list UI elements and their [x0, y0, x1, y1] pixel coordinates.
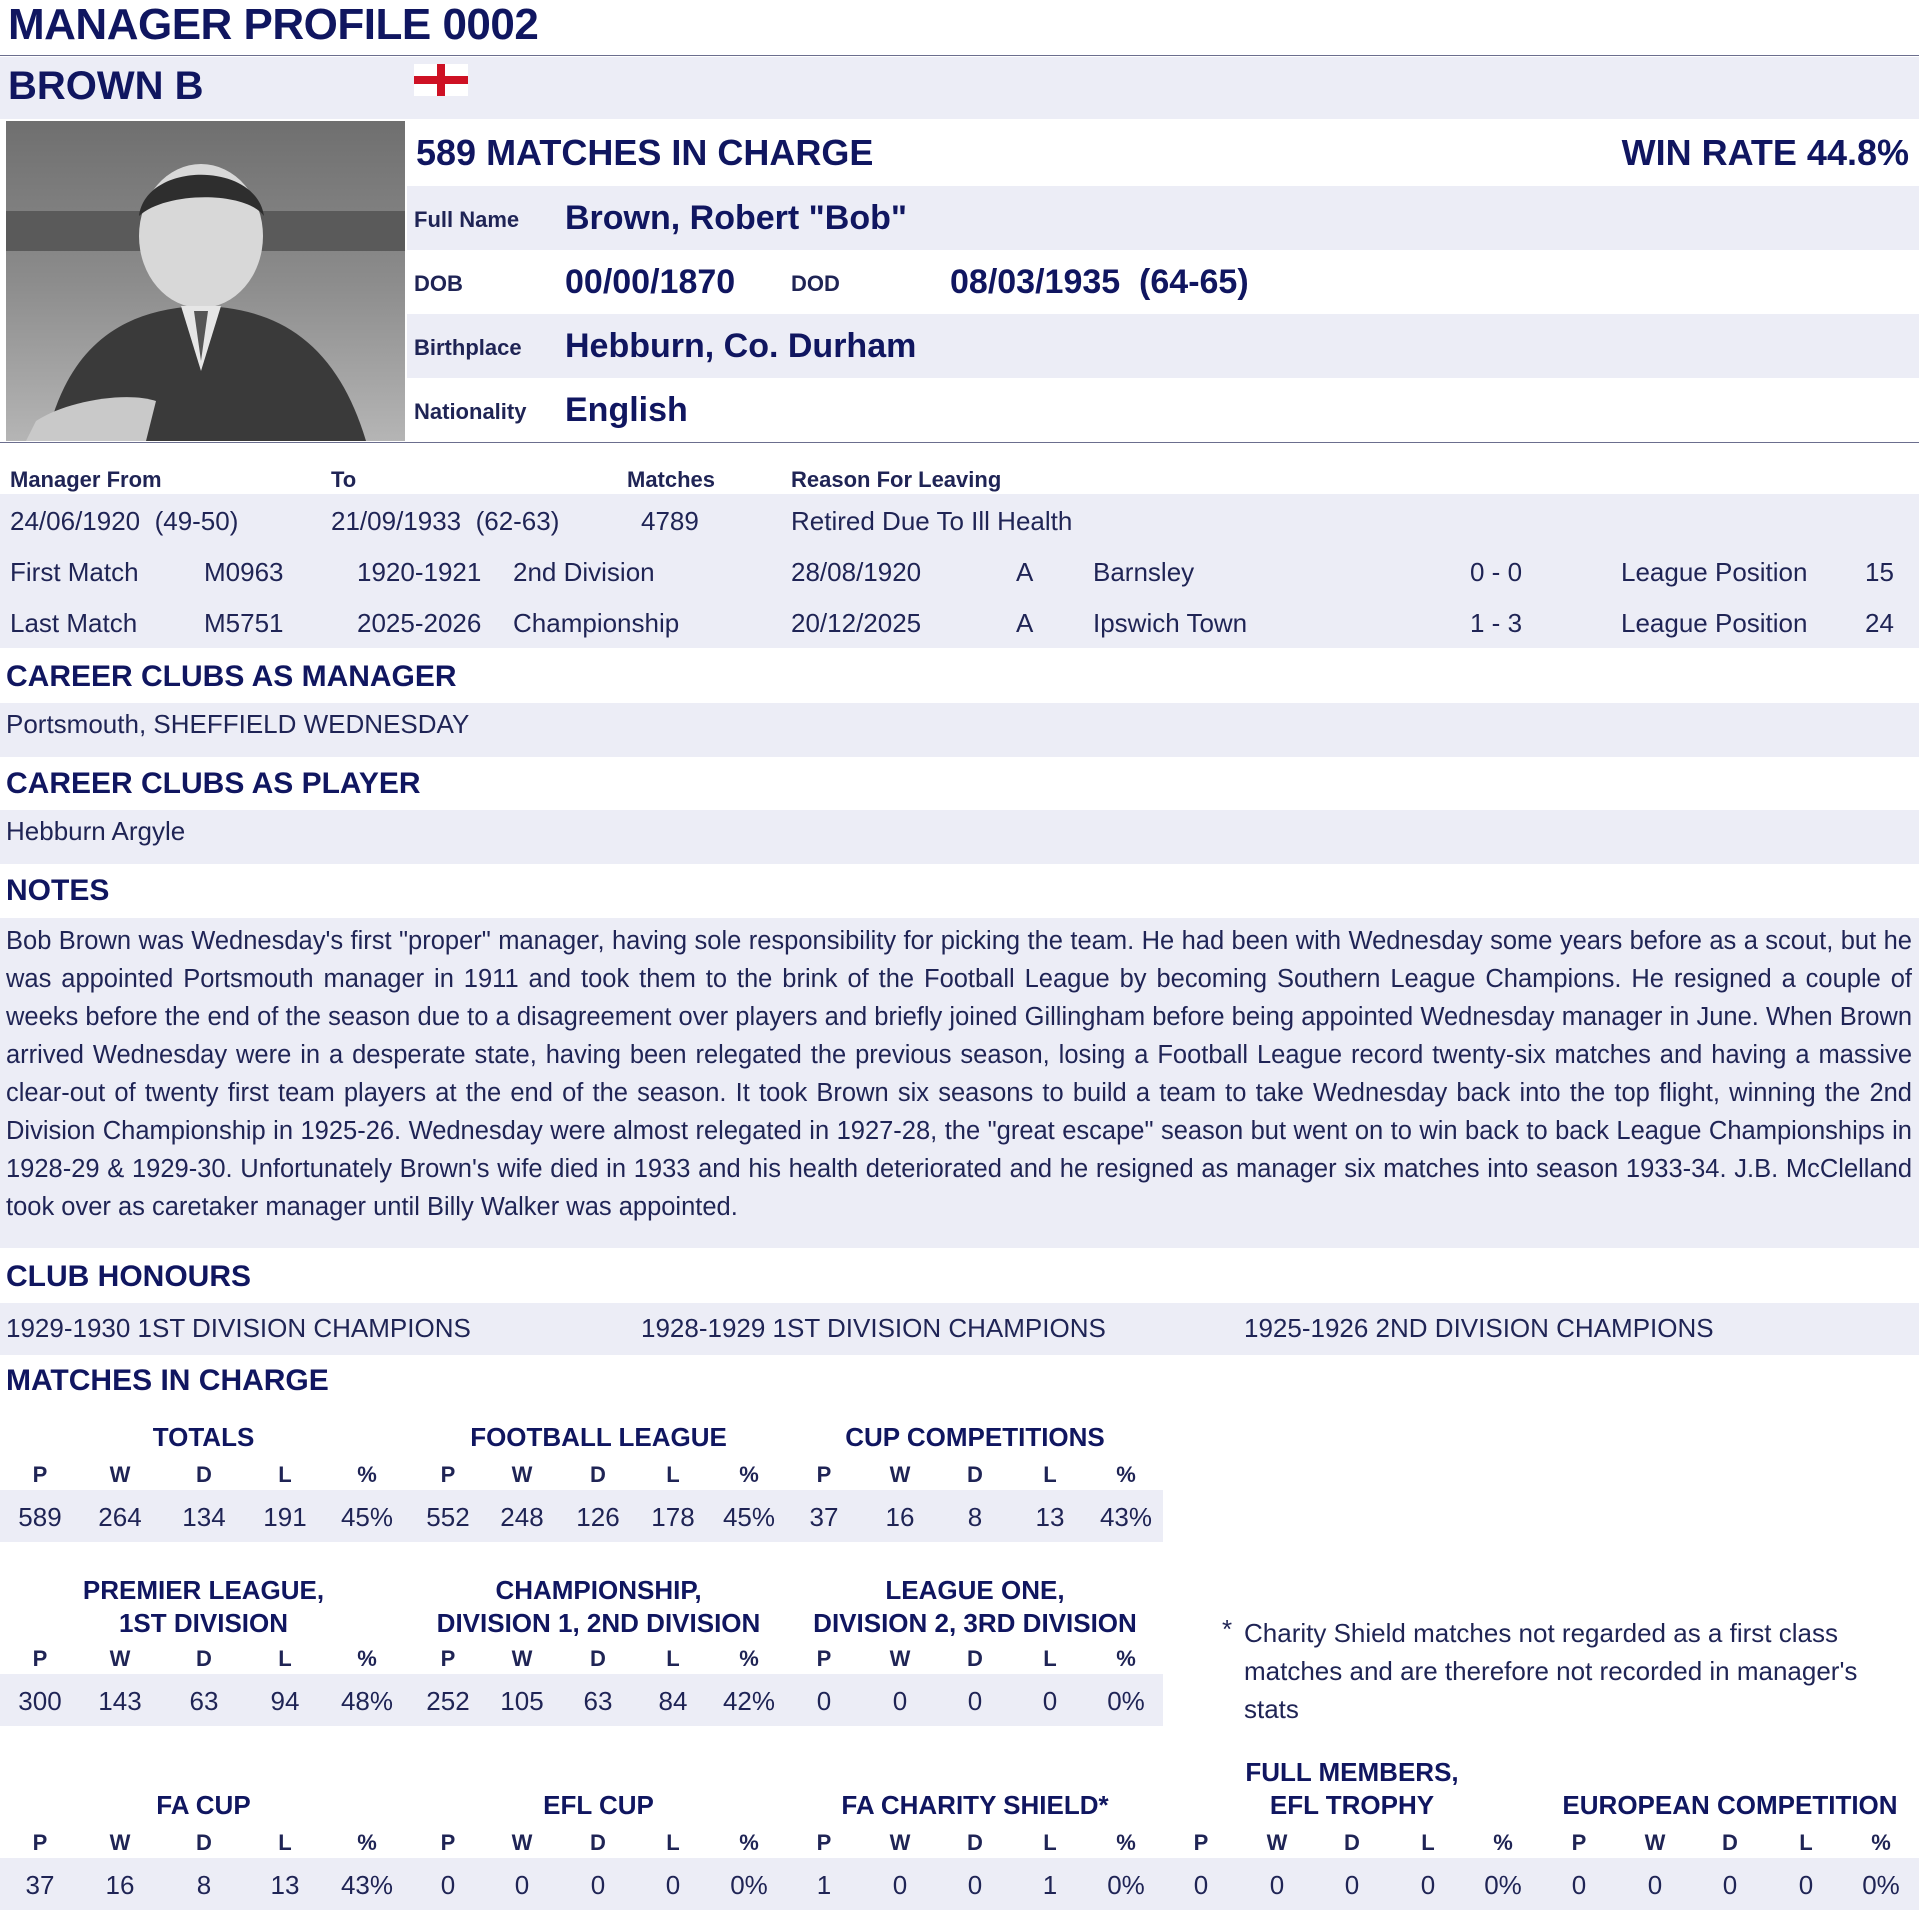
career-player-clubs: Hebburn Argyle — [6, 816, 186, 846]
stats-group-title-league-one — [775, 1574, 1175, 1640]
stats-col-header: W — [511, 1462, 533, 1487]
stats-col-header: L — [278, 1462, 292, 1487]
full-name-label: Full Name — [414, 207, 520, 232]
stats-group-title-championship — [399, 1574, 799, 1640]
first-match-division: 2nd Division — [513, 557, 655, 587]
stats-col-header: L — [278, 1830, 292, 1855]
stats-col-header: D — [967, 1646, 983, 1671]
stats-col-header: % — [357, 1646, 377, 1671]
stats-value-championship: 42% — [722, 1686, 776, 1716]
footnote-mark: * — [1222, 1614, 1233, 1644]
stats-value-premier-league: 63 — [189, 1686, 219, 1716]
first-match-code: M0963 — [204, 557, 284, 587]
stats-col-header: W — [889, 1462, 911, 1487]
stats-col-header: P — [32, 1646, 48, 1671]
stats-col-header: L — [1799, 1830, 1813, 1855]
stats-value-fa-cup: 13 — [270, 1870, 300, 1900]
stats-col-header: P — [816, 1462, 832, 1487]
matches-value: 4789 — [641, 506, 699, 536]
stats-col-header: W — [511, 1646, 533, 1671]
stats-value-league-one: 0 — [967, 1686, 983, 1716]
stats-value-premier-league: 48% — [340, 1686, 394, 1716]
last-match-opponent: Ipswich Town — [1093, 608, 1248, 638]
stats-col-header: W — [109, 1646, 131, 1671]
stats-group-title-cup-competitions: CUP COMPETITIONS — [845, 1422, 1105, 1452]
stats-col-header: P — [816, 1830, 832, 1855]
stats-group-title-line1: CHAMPIONSHIP, — [495, 1575, 702, 1605]
stats-col-header: W — [1644, 1830, 1666, 1855]
stats-col-header: L — [1043, 1646, 1057, 1671]
stats-value-league-one: 0 — [892, 1686, 908, 1716]
stats-col-header: D — [590, 1830, 606, 1855]
stats-value-charity-shield: 1 — [816, 1870, 832, 1900]
title-divider — [0, 55, 1919, 56]
stats-col-header: L — [666, 1646, 680, 1671]
stats-value-football-league: 552 — [426, 1502, 470, 1532]
stats-col-header: % — [739, 1462, 759, 1487]
manager-from-value: 24/06/1920 (49-50) — [10, 506, 239, 536]
stats-value-efl-cup: 0 — [590, 1870, 606, 1900]
stats-value-full-members: 0 — [1269, 1870, 1285, 1900]
stats-col-header: D — [1722, 1830, 1738, 1855]
notes-heading: NOTES — [6, 874, 110, 907]
stats-group-title-efl-cup: EFL CUP — [543, 1790, 654, 1820]
stats-value-charity-shield: 0 — [967, 1870, 983, 1900]
stats-value-premier-league: 143 — [98, 1686, 142, 1716]
last-match-position: 24 — [1865, 608, 1894, 638]
stats-col-header: W — [109, 1462, 131, 1487]
stats-col-header: D — [196, 1646, 212, 1671]
dod-label: DOD — [791, 271, 840, 296]
stats-value-european: 0% — [1862, 1870, 1900, 1900]
stats-value-fa-cup: 16 — [105, 1870, 135, 1900]
stats-value-european: 0 — [1647, 1870, 1663, 1900]
stats-col-header: P — [32, 1462, 48, 1487]
stats-group-title-charity-shield: FA CHARITY SHIELD* — [841, 1790, 1109, 1820]
stats-col-header: D — [196, 1462, 212, 1487]
stats-value-championship: 63 — [583, 1686, 613, 1716]
stats-value-premier-league: 94 — [270, 1686, 300, 1716]
stats-value-championship: 84 — [658, 1686, 688, 1716]
stats-col-header: P — [440, 1462, 456, 1487]
stats-value-league-one: 0 — [816, 1686, 832, 1716]
stats-col-header: P — [440, 1830, 456, 1855]
stats-group-title-line2: 1ST DIVISION — [118, 1608, 289, 1638]
career-player-heading: CAREER CLUBS AS PLAYER — [6, 767, 421, 800]
stats-group-title-line2: DIVISION 1, 2ND DIVISION — [436, 1608, 761, 1638]
stats-col-header: L — [1421, 1830, 1435, 1855]
page-title: MANAGER PROFILE 0002 — [8, 0, 539, 49]
stats-value-european: 0 — [1722, 1870, 1738, 1900]
career-manager-heading: CAREER CLUBS AS MANAGER — [6, 660, 457, 693]
first-match-position-label: League Position — [1621, 557, 1808, 587]
stats-group-title-fa-cup: FA CUP — [156, 1790, 251, 1820]
career-manager-clubs: Portsmouth, SHEFFIELD WEDNESDAY — [6, 709, 470, 739]
stats-col-header: % — [357, 1462, 377, 1487]
name-band — [0, 57, 1919, 119]
stats-value-efl-cup: 0% — [730, 1870, 768, 1900]
england-flag-icon — [414, 64, 468, 96]
stats-value-cup-competitions: 8 — [967, 1502, 983, 1532]
stats-group-title-line1: PREMIER LEAGUE, — [82, 1575, 325, 1605]
stats-col-header: D — [1344, 1830, 1360, 1855]
stats-col-header: P — [1571, 1830, 1587, 1855]
reason-label: Reason For Leaving — [791, 467, 1002, 492]
stats-value-european: 0 — [1571, 1870, 1587, 1900]
first-match-position: 15 — [1865, 557, 1894, 587]
last-match-date: 20/12/2025 — [791, 608, 922, 638]
last-match-score: 1 - 3 — [1470, 608, 1523, 638]
stats-value-football-league: 45% — [722, 1502, 776, 1532]
stats-col-header: D — [967, 1830, 983, 1855]
notes-text: Bob Brown was Wednesday's first "proper" manager, having sole responsibility for picking the team. He had been with Wednesday some years before as a scout, but he was appointed Portsmouth manager in 1911 and took them to the brink of the Football League by becoming Southern League Champions. He resigned a couple of weeks before the end of the season due to a disagreement over players and briefly joined Gillingham before being appointed Wednesday manager in June. When Brown arrived Wednesday were in a desperate state, having been relegated the previous season, losing a Football League record twenty-six matches and having a massive clear-out of twenty first team players at the end of the season. It took Brown six seasons to build a team to take Wednesday back into the top flight, winning the 2nd Division Championship in 1925-26. Wednesday were almost relegated in 1927-28, the "great escape" season but went on to win back to back League Championships in 1928-29 & 1929-30. Unfortunately Brown's wife died in 1933 and his health deteriorated and he resigned as manager six matches into season 1933-34. J.B. McClelland took over as caretaker manager until Billy Walker was appointed. — [6, 927, 1912, 1221]
stats-value-football-league: 126 — [576, 1502, 620, 1532]
nationality-value: English — [565, 391, 688, 429]
stats-col-header: L — [666, 1830, 680, 1855]
stats-group-title-line1: LEAGUE ONE, — [885, 1575, 1065, 1605]
stats-col-header: P — [816, 1646, 832, 1671]
details-divider — [0, 442, 1919, 443]
honour-item: 1925-1926 2ND DIVISION CHAMPIONS — [1244, 1313, 1714, 1343]
stats-col-header: D — [967, 1462, 983, 1487]
stats-col-header: P — [1193, 1830, 1209, 1855]
dob-value: 00/00/1870 — [565, 263, 736, 301]
first-match-label: First Match — [10, 557, 139, 587]
stats-col-header: % — [1116, 1462, 1136, 1487]
last-match-code: M5751 — [204, 608, 284, 638]
full-name-value: Brown, Robert "Bob" — [565, 199, 907, 237]
stats-col-header: P — [440, 1646, 456, 1671]
stats-value-totals: 589 — [18, 1502, 62, 1532]
stats-col-header: W — [109, 1830, 131, 1855]
stats-value-fa-cup: 43% — [340, 1870, 394, 1900]
stats-value-totals: 191 — [263, 1502, 307, 1532]
stats-group-title-football-league: FOOTBALL LEAGUE — [470, 1422, 727, 1452]
stats-value-cup-competitions: 37 — [809, 1502, 839, 1532]
stats-value-full-members: 0 — [1193, 1870, 1209, 1900]
first-match-opponent: Barnsley — [1093, 557, 1195, 587]
stats-col-header: % — [1493, 1830, 1513, 1855]
honour-item: 1928-1929 1ST DIVISION CHAMPIONS — [641, 1313, 1106, 1343]
stats-group-title-line2: DIVISION 2, 3RD DIVISION — [813, 1608, 1137, 1638]
stats-value-charity-shield: 1 — [1042, 1870, 1058, 1900]
charity-shield-footnote: Charity Shield matches not regarded as a first class matches and are therefore not recorded in manager's stats — [1244, 1618, 1858, 1724]
birthplace-value: Hebburn, Co. Durham — [565, 327, 917, 365]
stats-value-efl-cup: 0 — [514, 1870, 530, 1900]
dod-value: 08/03/1935 (64-65) — [950, 263, 1249, 301]
stats-value-totals: 134 — [182, 1502, 226, 1532]
stats-value-charity-shield: 0 — [892, 1870, 908, 1900]
manager-photo — [6, 121, 405, 441]
stats-col-header: D — [196, 1830, 212, 1855]
stats-col-header: % — [1871, 1830, 1891, 1855]
stats-value-full-members: 0% — [1484, 1870, 1522, 1900]
stats-col-header: % — [1116, 1646, 1136, 1671]
stats-col-header: W — [511, 1830, 533, 1855]
stats-value-premier-league: 300 — [18, 1686, 62, 1716]
stats-col-header: D — [590, 1462, 606, 1487]
stats-value-efl-cup: 0 — [440, 1870, 456, 1900]
stats-value-totals: 264 — [98, 1502, 142, 1532]
honour-item: 1929-1930 1ST DIVISION CHAMPIONS — [6, 1313, 471, 1343]
stats-value-full-members: 0 — [1344, 1870, 1360, 1900]
first-match-date: 28/08/1920 — [791, 557, 922, 587]
career-player-band — [0, 810, 1919, 864]
matches-in-charge-summary: 589 MATCHES IN CHARGE — [416, 132, 874, 173]
stats-value-fa-cup: 8 — [196, 1870, 212, 1900]
stats-value-cup-competitions: 16 — [885, 1502, 915, 1532]
stats-col-header: % — [1116, 1830, 1136, 1855]
stats-value-championship: 252 — [426, 1686, 470, 1716]
last-match-venue: A — [1016, 608, 1034, 638]
stats-value-football-league: 178 — [651, 1502, 695, 1532]
stats-value-charity-shield: 0% — [1107, 1870, 1145, 1900]
stats-group-title-full-members — [1152, 1756, 1552, 1822]
first-match-score: 0 - 0 — [1470, 557, 1523, 587]
matches-label: Matches — [627, 467, 716, 492]
stats-col-header: D — [590, 1646, 606, 1671]
stats-value-cup-competitions: 13 — [1035, 1502, 1065, 1532]
stats-value-totals: 45% — [340, 1502, 394, 1532]
stats-col-header: % — [739, 1830, 759, 1855]
stats-col-header: L — [1043, 1830, 1057, 1855]
stats-group-title-premier-league — [4, 1574, 404, 1640]
stats-value-championship: 105 — [500, 1686, 544, 1716]
stats-group-title-line2: EFL TROPHY — [1269, 1790, 1435, 1820]
stats-value-league-one: 0% — [1107, 1686, 1145, 1716]
stats-col-header: % — [739, 1646, 759, 1671]
manager-from-label: Manager From — [10, 467, 162, 492]
last-match-season: 2025-2026 — [357, 608, 482, 638]
nationality-label: Nationality — [414, 399, 527, 424]
club-honours-heading: CLUB HONOURS — [6, 1260, 251, 1293]
first-match-season: 1920-1921 — [357, 557, 482, 587]
stats-col-header: % — [357, 1830, 377, 1855]
reason-value: Retired Due To Ill Health — [791, 506, 1073, 536]
stats-col-header: L — [1043, 1462, 1057, 1487]
stats-value-european: 0 — [1798, 1870, 1814, 1900]
stats-value-cup-competitions: 43% — [1099, 1502, 1153, 1532]
to-value: 21/09/1933 (62-63) — [331, 506, 560, 536]
stats-col-header: L — [666, 1462, 680, 1487]
stats-value-fa-cup: 37 — [25, 1870, 55, 1900]
win-rate: WIN RATE 44.8% — [1621, 132, 1909, 173]
dob-label: DOB — [414, 271, 463, 296]
matches-in-charge-heading: MATCHES IN CHARGE — [6, 1364, 329, 1397]
last-match-division: Championship — [513, 608, 680, 638]
stats-value-football-league: 248 — [500, 1502, 544, 1532]
stats-value-league-one: 0 — [1042, 1686, 1058, 1716]
to-label: To — [331, 467, 357, 492]
stats-col-header: W — [889, 1646, 911, 1671]
stats-col-header: W — [1266, 1830, 1288, 1855]
stats-col-header: P — [32, 1830, 48, 1855]
last-match-position-label: League Position — [1621, 608, 1808, 638]
stats-value-efl-cup: 0 — [665, 1870, 681, 1900]
stats-col-header: L — [278, 1646, 292, 1671]
stats-col-header: W — [889, 1830, 911, 1855]
stats-group-title-totals: TOTALS — [152, 1422, 255, 1452]
manager-short-name: BROWN B — [8, 64, 204, 108]
stats-value-full-members: 0 — [1420, 1870, 1436, 1900]
first-match-venue: A — [1016, 557, 1034, 587]
last-match-label: Last Match — [10, 608, 138, 638]
birthplace-label: Birthplace — [414, 335, 522, 360]
stats-group-title-line1: FULL MEMBERS, — [1245, 1757, 1459, 1787]
stats-group-title-european: EUROPEAN COMPETITION — [1562, 1790, 1898, 1820]
